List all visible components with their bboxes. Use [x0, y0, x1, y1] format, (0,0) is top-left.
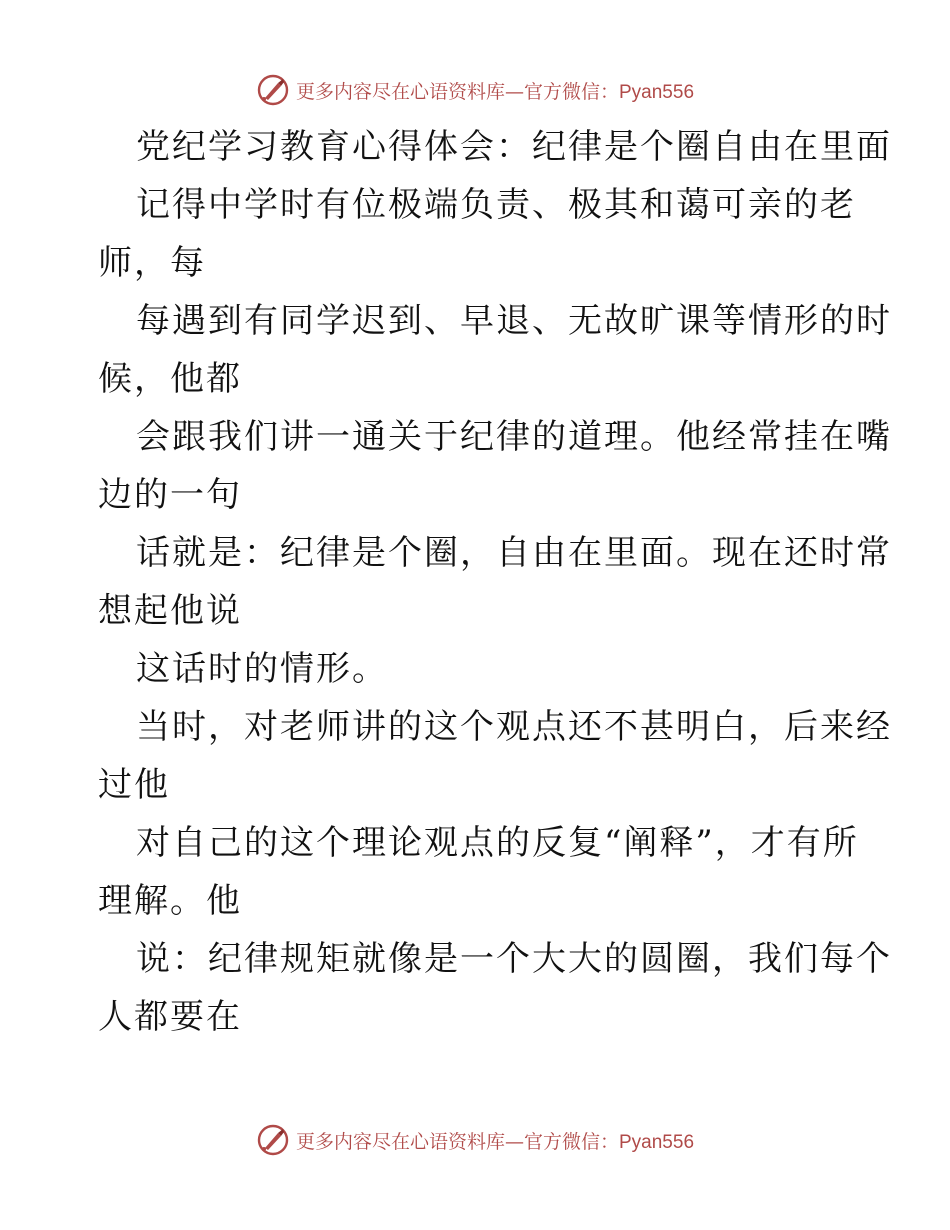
text-line: 候，他都 — [98, 359, 242, 399]
text-line: 话就是：纪律是个圈，自由在里面。现在还时常 — [136, 533, 892, 573]
text-line: 记得中学时有位极端负责、极其和蔼可亲的老 — [136, 185, 856, 225]
text-line: 对自己的这个理论观点的反复“阐释”，才有所 — [136, 823, 859, 863]
footer-banner — [0, 1120, 950, 1160]
text-line: 过他 — [98, 765, 170, 805]
footer-banner-text: 更多内容尽在心语资料库—官方微信：Pyan556 — [295, 1130, 695, 1153]
footer-wechat-id: Pyan556 — [619, 1131, 695, 1153]
quill-pen-logo-icon — [256, 73, 290, 107]
text-line: 这话时的情形。 — [136, 649, 388, 689]
header-banner-text: 更多内容尽在心语资料库—官方微信：Pyan556 — [295, 80, 695, 103]
text-line: 会跟我们讲一通关于纪律的道理。他经常挂在嘴 — [136, 417, 892, 457]
text-line: 当时，对老师讲的这个观点还不甚明白，后来经 — [136, 707, 892, 747]
text-line: 每遇到有同学迟到、早退、无故旷课等情形的时 — [136, 301, 892, 341]
text-line: 边的一句 — [98, 475, 242, 515]
text-line: 人都要在 — [98, 997, 242, 1037]
text-line: 师，每 — [98, 243, 206, 283]
header-wechat-id: Pyan556 — [619, 81, 695, 103]
text-line: 理解。他 — [98, 881, 242, 921]
text-line: 说：纪律规矩就像是一个大大的圆圈，我们每个 — [136, 939, 892, 979]
text-line: 想起他说 — [98, 591, 242, 631]
header-banner — [0, 70, 950, 110]
quill-pen-logo-icon — [256, 1123, 290, 1157]
document-body — [98, 118, 892, 1046]
text-line: 党纪学习教育心得体会：纪律是个圈自由在里面 — [136, 127, 892, 167]
